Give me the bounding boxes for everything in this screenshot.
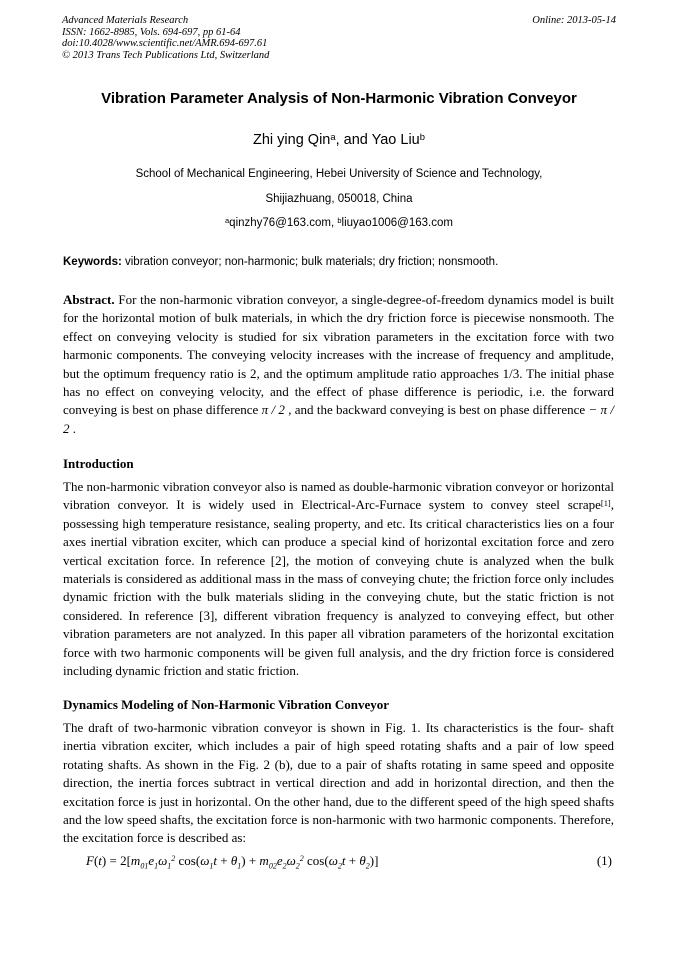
- intro-text-1: The non-harmonic vibration conveyor also is named as double-harmonic vibration conveyor or horizontal vibration conveyor. It is widely used in Electrical-Arc-Furnace system to convey steel scrape: [63, 479, 614, 513]
- author-line: [62, 132, 616, 148]
- keywords-text: vibration conveyor; non-harmonic; bulk materials; dry friction; nonsmooth.: [121, 256, 499, 268]
- equation-number: (1): [596, 853, 612, 868]
- affiliation-line-2: Shijiazhuang, 050018, China: [265, 193, 413, 205]
- copyright-line: © 2013 Trans Tech Publications Ltd, Switzerland: [62, 49, 270, 61]
- email-line: [62, 217, 616, 229]
- paper-title: Vibration Parameter Analysis of Non-Harmonic Vibration Conveyor: [101, 90, 577, 107]
- section-heading-dynamics: Dynamics Modeling of Non-Harmonic Vibration Conveyor: [63, 697, 390, 712]
- journal-header: [62, 15, 616, 61]
- abstract-math-pi-half: π / 2: [261, 402, 285, 418]
- dynamics-paragraph: The draft of two-harmonic vibration conveyor is shown in Fig. 1. Its characteristics is the four- shaft inertia vibration exciter, which includes a pair of high speed rotating shafts and a pair of low speed rotating shafts. As shown in the Fig. 2 (b), due to a pair of shafts rotating in same speed and opposite direction, the inertia forces subtract in vertical direction and add in horizontal direction, and then the excitation force is just in horizontal. On the other hand, due to the different speed of the high speed shafts and the low speed shafts, the excitation force is non-harmonic with two harmonic components. Therefore, the excitation force is described as:: [63, 720, 614, 846]
- keywords-label: Keywords:: [63, 256, 122, 268]
- abstract-text-mid: , and the backward conveying is best on phase difference: [284, 402, 589, 418]
- citation-ref-1[interactable]: [1]: [600, 497, 611, 508]
- issn-line: ISSN: 1662-8985, Vols. 694-697, pp 61-64: [62, 26, 241, 38]
- email-a-link[interactable]: qinzhy76@163.com,: [229, 217, 338, 229]
- author-1-affil-mark: a: [330, 130, 336, 142]
- abstract-text-end: .: [69, 420, 76, 436]
- equation-1: [86, 853, 614, 871]
- equation-formula: $F(t) = 2[m_{01}e_1\omega_1^2$ $\cos(\omega_1t + \theta_1) + m_{02}e_2\omega_2^2$ $\cos(\omega_2t + \theta_2)$]: [86, 853, 379, 871]
- online-date: Online: 2013-05-14: [532, 15, 616, 26]
- author-2-affil-mark: b: [419, 130, 425, 142]
- email-a-mark: a: [225, 215, 230, 225]
- section-heading-introduction: Introduction: [63, 456, 134, 471]
- abstract-text: For the non-harmonic vibration conveyor, a single-degree-of-freedom dynamics model is built for the horizontal motion of bulk materials, in which the dry friction force is piecewise nonsmooth. The effect on conveying velocity is studied for six vibration parameters in the excitation force with two harmonic components. The conveying velocity increases with the increase of frequency and amplitude, but the optimum frequency ratio is 2, and the optimum amplitude ratio approaches 1/3. The initial phase has no effect on conveying velocity, and the effect of phase difference is periodic, i.e. the forward conveying is best on phase difference: [63, 292, 614, 418]
- abstract-math-neg-pi-half: − π / 2: [63, 402, 614, 436]
- introduction-paragraph: [63, 478, 614, 680]
- journal-name: Advanced Materials Research: [62, 15, 189, 26]
- keywords-block: [63, 256, 617, 268]
- affiliation-line-1: School of Mechanical Engineering, Hebei University of Science and Technology,: [135, 168, 543, 180]
- author-1-name: Zhi ying Qin: [253, 132, 331, 148]
- email-b-mark: b: [337, 215, 342, 225]
- abstract-paragraph: [63, 291, 614, 438]
- author-2-name: Yao Liu: [371, 132, 420, 148]
- doi-line[interactable]: doi:10.4028/www.scientific.net/AMR.694-697.61: [62, 38, 268, 49]
- abstract-label: Abstract.: [63, 292, 115, 307]
- email-b-link[interactable]: liuyao1006@163.com: [341, 217, 453, 229]
- author-separator: , and: [335, 132, 372, 148]
- intro-text-2: , possessing high temperature resistance, sealing property, and etc. Its critical characteristics lies on a four axes inertial vibration exciter, which can produce a special kind of horizontal excitation force and zero vertical excitation force. In reference [2], the motion of conveying chute is analyzed when the bulk materials is considered as additional mass in the mass of conveying chute; the friction force only includes dynamic friction with the bulk materials sliding in the conveying chute, but the static friction is not considered. In reference [3], different vibration frequency is analyzed to conveying effect, but other vibration parameters are not analyzed. In this paper all vibration parameters of the horizontal excitation force with two harmonic components will be given full analysis, and the dry friction force is considered including dynamic friction and static friction.: [63, 497, 614, 679]
